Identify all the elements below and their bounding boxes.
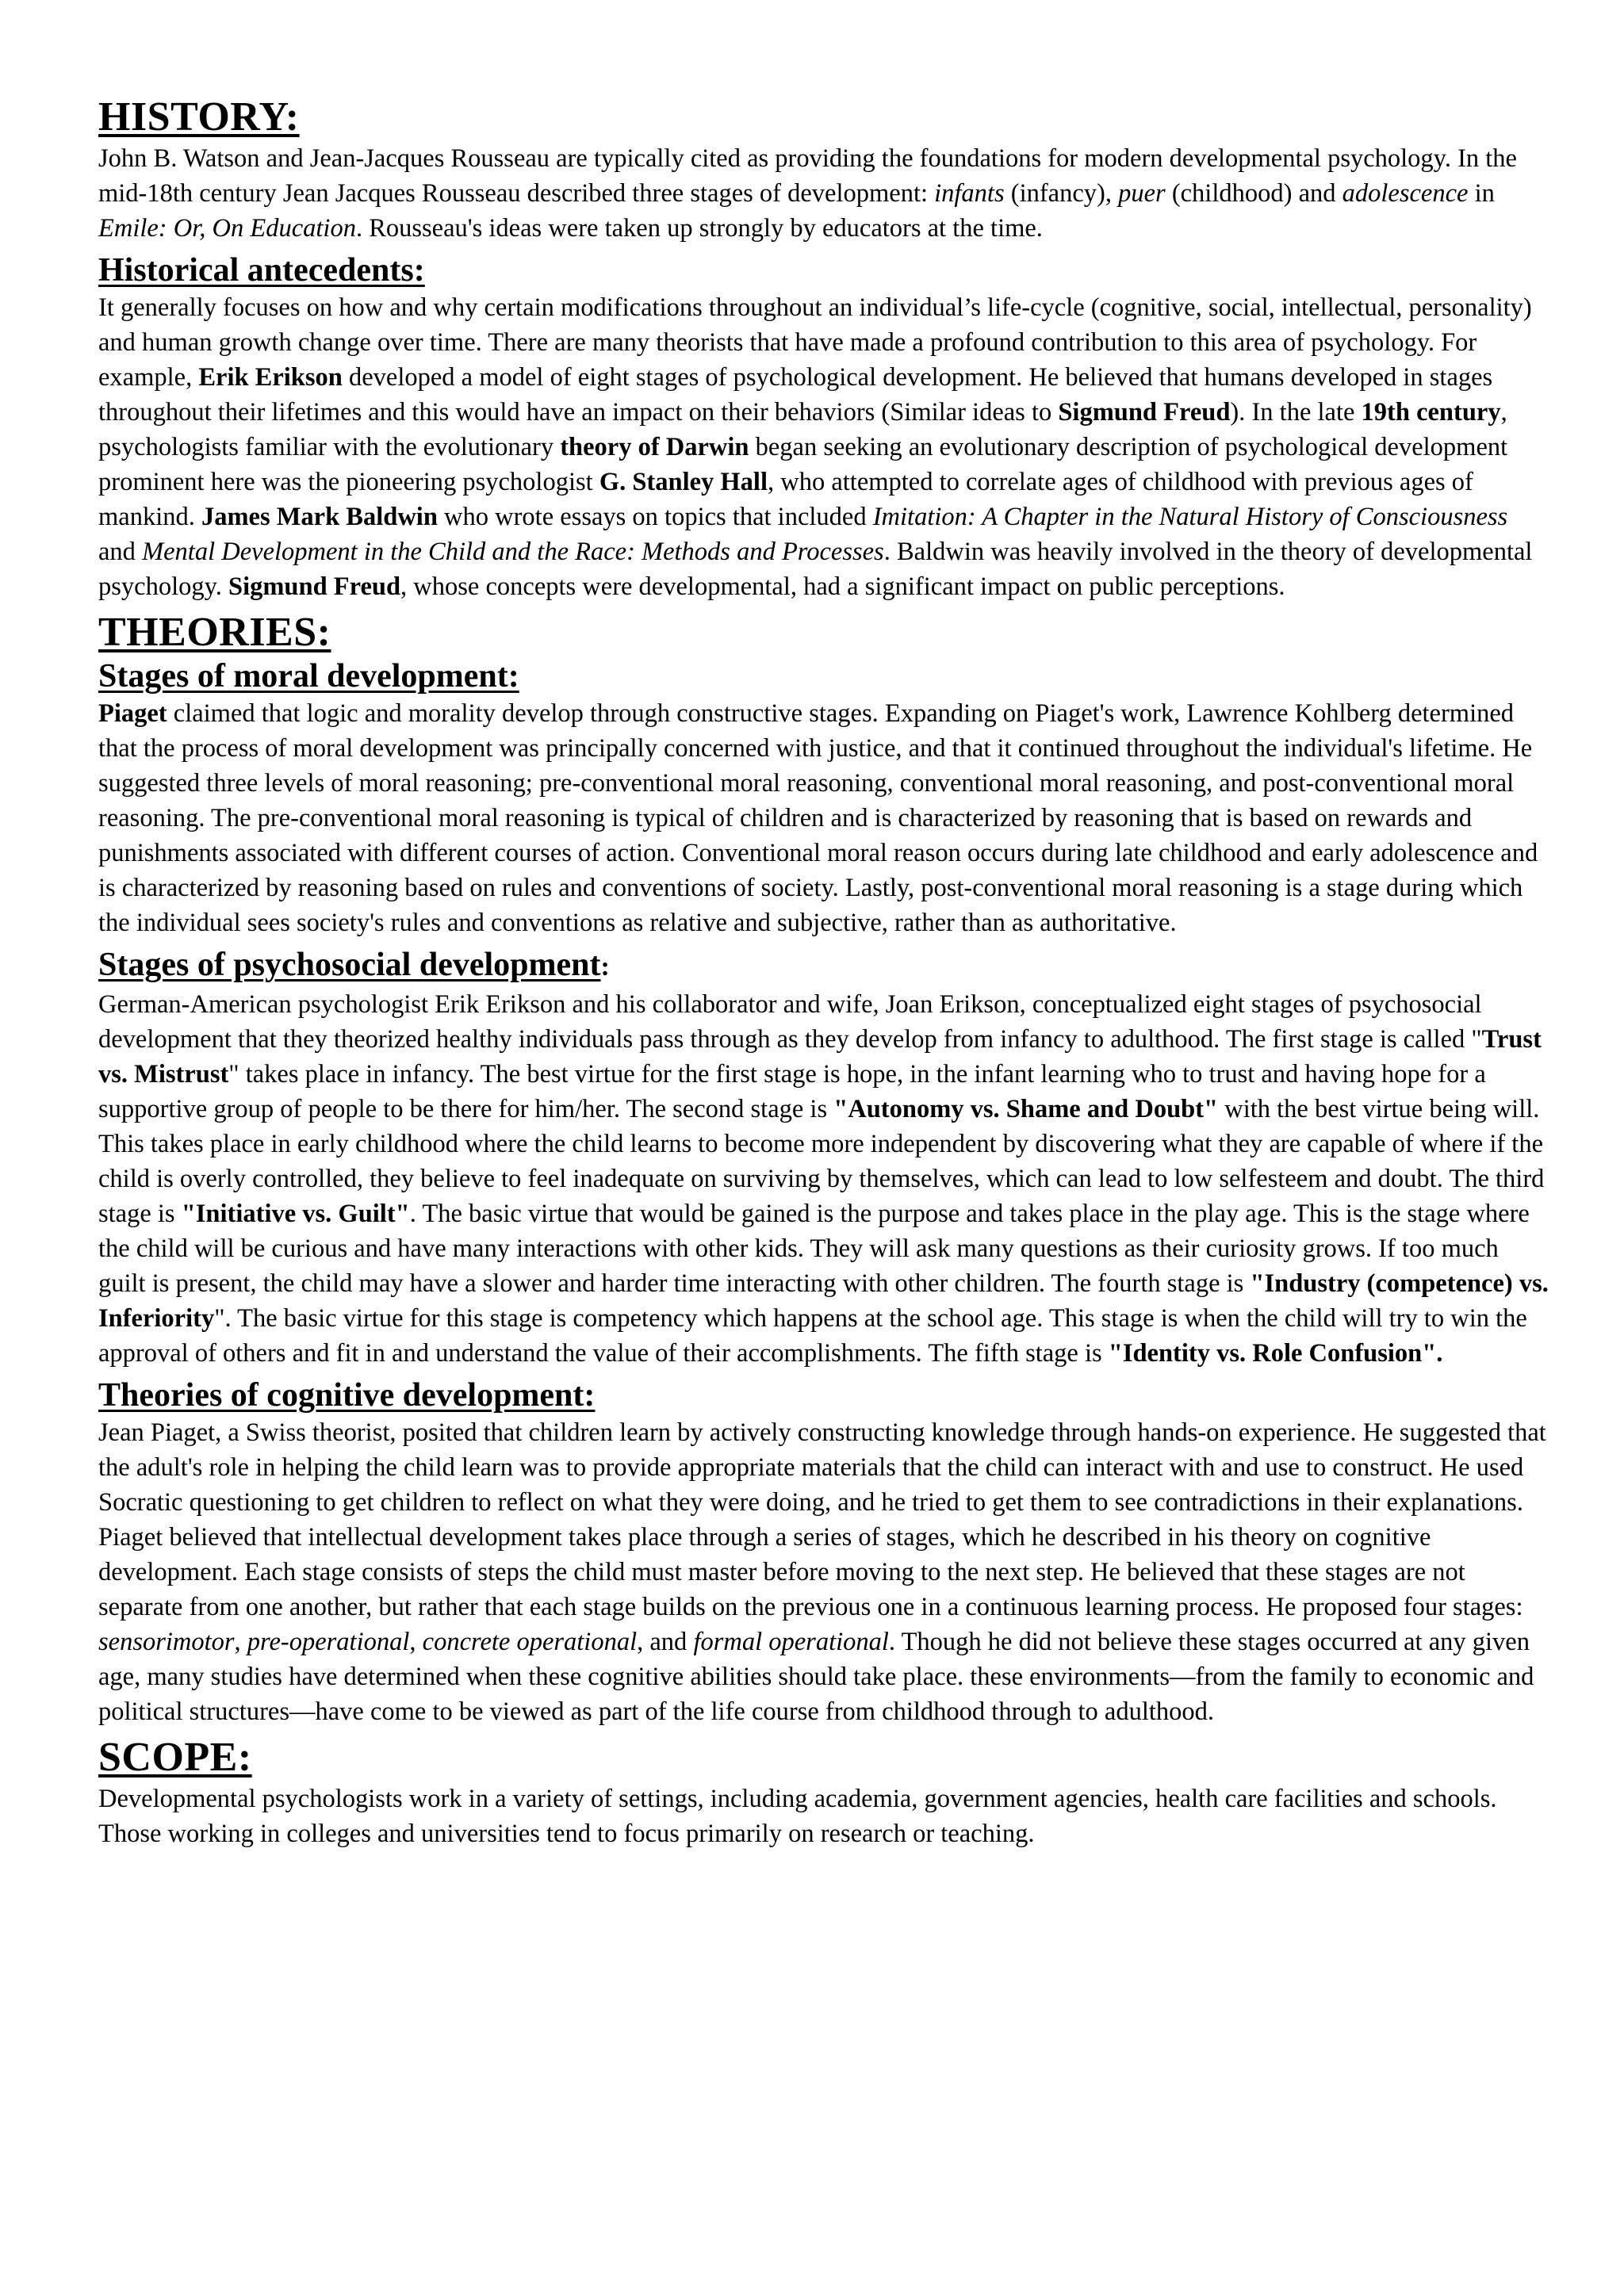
psychosocial-development-paragraph: German-American psychologist Erik Erikson and his collaborator and wife, Joan Erikson, conceptualized eight stages of psychosocial development that they theorized healthy individuals pass through as they develop from infancy to adulthood. The first stage is called "Trust vs. Mistrust" takes place in infancy. The best virtue for the first stage is hope, in the infant learning who to trust and having hope for a supportive group of people to be there for him/her. The second stage is "Autonomy vs. Shame and Doubt" with the best virtue being will. This takes place in early childhood where the child learns to become more independent by discovering what they are capable of where if the child is overly controlled, they believe to feel inadequate on surviving by themselves, which can lead to low selfesteem and doubt. The third stage is "Initiative vs. Guilt". The basic virtue that would be gained is the purpose and takes place in the play age. This is the stage where the child will be curious and have many interactions with other kids. They will ask many questions as their curiosity grows. If too much guilt is present, the child may have a slower and harder time interacting with other children. The fourth stage is "Industry (competence) vs. Inferiority". The basic virtue for this stage is competency which happens at the school age. This stage is when the child will try to win the approval of others and fit in and understand the value of their accomplishments. The fifth stage is "Identity vs. Role Confusion". — [98, 990, 1549, 1368]
moral-development-paragraph: Piaget claimed that logic and morality develop through constructive stages. Expanding on Piaget's work, Lawrence Kohlberg determined that the process of moral development was principally concerned with justice, and that it continued throughout the individual's lifetime. He suggested three levels of moral reasoning; pre-conventional moral reasoning, conventional moral reasoning, and post-conventional moral reasoning. The pre-conventional moral reasoning is typical of children and is characterized by reasoning that is based on rewards and punishments associated with different courses of action. Conventional moral reason occurs during late childhood and early adolescence and is characterized by reasoning based on rules and conventions of society. Lastly, post-conventional moral reasoning is a stage during which the individual sees society's rules and conventions as relative and subjective, rather than as authoritative. — [98, 699, 1538, 937]
document-page — [98, 94, 1549, 1856]
moral-development-heading: Stages of moral development: — [98, 658, 519, 695]
scope-paragraph: Developmental psychologists work in a variety of settings, including academia, government agencies, health care facilities and schools. Those working in colleges and universities tend to focus primarily on research or teaching. — [98, 1785, 1497, 1848]
historical-antecedents-paragraph: It generally focuses on how and why certain modifications throughout an individual’s life-cycle (cognitive, social, intellectual, personality) and human growth change over time. There are many theorists that have made a profound contribution to this area of psychology. For example, Erik Erikson developed a model of eight stages of psychological development. He believed that humans developed in stages throughout their lifetimes and this would have an impact on their behaviors (Similar ideas to Sigmund Freud). In the late 19th century, psychologists familiar with the evolutionary theory of Darwin began seeking an evolutionary description of psychological development prominent here was the pioneering psychologist G. Stanley Hall, who attempted to correlate ages of childhood with previous ages of mankind. James Mark Baldwin who wrote essays on topics that included Imitation: A Chapter in the Natural History of Consciousness and Mental Development in the Child and the Race: Methods and Processes. Baldwin was heavily involved in the theory of developmental psychology. Sigmund Freud, whose concepts were developmental, had a significant impact on public perceptions. — [98, 293, 1533, 601]
historical-antecedents-heading: Historical antecedents: — [98, 252, 425, 289]
psychosocial-development-heading: Stages of psychosocial development: — [98, 947, 610, 983]
scope-heading: SCOPE: — [98, 1735, 252, 1780]
cognitive-development-paragraph: Jean Piaget, a Swiss theorist, posited that children learn by actively constructing knowledge through hands-on experience. He suggested that the adult's role in helping the child learn was to provide appropriate materials that the child can interact with and use to construct. He used Socratic questioning to get children to reflect on what they were doing, and he tried to get them to see contradictions in their explanations. Piaget believed that intellectual development takes place through a series of stages, which he described in his theory on cognitive development. Each stage consists of steps the child must master before moving to the next step. He believed that these stages are not separate from one another, but rather that each stage builds on the previous one in a continuous learning process. He proposed four stages: sensorimotor, pre-operational, concrete operational, and formal operational. Though he did not believe these stages occurred at any given age, many studies have determined when these cognitive abilities should take place. these environments—from the family to economic and political structures—have come to be viewed as part of the life course from childhood through to adulthood. — [98, 1418, 1546, 1726]
history-heading: HISTORY: — [98, 94, 300, 140]
theories-heading: THEORIES: — [98, 610, 331, 655]
history-paragraph: John B. Watson and Jean-Jacques Rousseau are typically cited as providing the foundations for modern developmental psychology. In the mid-18th century Jean Jacques Rousseau described three stages of development: infants (infancy), puer (childhood) and adolescence in Emile: Or, On Education. Rousseau's ideas were taken up strongly by educators at the time. — [98, 144, 1517, 243]
cognitive-development-heading: Theories of cognitive development: — [98, 1377, 596, 1414]
